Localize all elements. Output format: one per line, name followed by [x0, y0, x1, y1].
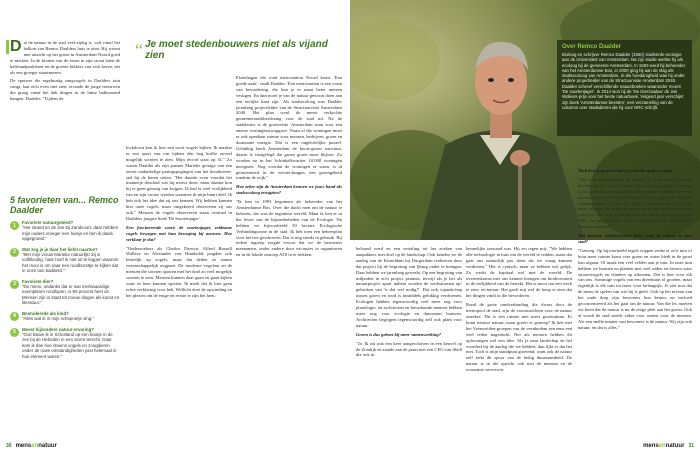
- favorite-number-badge: 4: [10, 312, 19, 321]
- drop-cap: D: [10, 40, 22, 55]
- pull-quote-text: Je moet stedenbouwers niet als vijand zien: [145, 39, 328, 61]
- article-paragraph: "Ja. Ik zat ook een keer aangeschoven in een keuvel op de Zondijk en zaaide aan de praat met een CEO van Shell die ook in: [356, 340, 462, 358]
- interview-question: Groen is dus geboet bij meer samenwerking?: [356, 331, 441, 337]
- article-column-5: [466, 246, 572, 376]
- bio-box: [557, 40, 692, 136]
- intro-paragraph-2: De sperwer die regelmatig zangvogels in Daalders tuin vangt, laat zich even niet zien, ervaade de jonge meeuwen die graag vanaf het dak dingen in de Ianse balkonrand hangen. Daalder: "Tijdens de: [10, 78, 120, 102]
- interview-question: Een fascinerende soort: de soortenjager, zeldzame vogels bewegen met hun beweging bij mensen. Hoe verklaar je dat?: [126, 224, 232, 242]
- interview-question: Toch ben je gewoon met je werk als stads-ecoloog: [578, 168, 672, 173]
- magazine-logo: mensennatuur: [15, 443, 57, 449]
- favorite-answer: "De mens, ondanks dat er wat merkwaardige exemplaren rondlopen, is 90 procent heel ok. Mensen zijn in staat tot mooie dingen als kunst en literatuur.": [22, 284, 120, 306]
- article-paragraph: "Genoeg. Op bijvoorbeeld tegels wippen zodat er zo'n tuin of bout meer ruimte komt voor groen en water biedt in de groei kan afgaan. Of maak een veel velden aan je tuin. In onze tuin hebben we bramen en planten met veel zaden en bessen waar stroomvogels en vlinders op afkomen. Dat is hier voor elk van ons. Sommige vogels van een dierentuin of groeten, maar eigenlijk is elk tuin tot meer voor belangrijk. Je ziet nou dat de mens de spelen van wie hij is geeft. Ook op het niveau van het oude dorp zijn bewoners hun kennis en invloed geconcentreerd als het gaat om de natuur. Van die les moeten we leren dat de natuur is nu de enige plek aan het groen. Ook al wordt de stad steeds vaker voor stenen voor de mensen. Als een snelle manier van bewoners is de natuur. Wij zijn ook natuur, en dat is alles.": [578, 247, 692, 330]
- favorites-title: 5 favorieten van... Remco Daalder: [10, 195, 119, 215]
- article-paragraph: Rond de grote randverbinding die dwars door de metropool de stad, zijn de vooruitzichten voor de natuur onzeker. 'Dit is een ruimte met meer groeiruimte. Er komt nieuwe natuur, maar groeit er genoeg? Ik heb met het Veenweiden-groepen van de veenbodem een eens een veel reden nagedacht. Net als mensen hebben dit oplossingen wel een idee. Als je naar landschap en het voordeel bij de aanleg die we hebben, dan lijkt er dat het niet. Toch is mijn standpunt groeiend, want ook de natuur zelf trekt dit spoor van de heilig duurzaamheid. De natuur is in die opzicht ook met de mensen en de economie verweven.: [466, 302, 572, 373]
- article-column-6: [578, 168, 692, 334]
- pull-quote: [135, 38, 345, 62]
- left-footer: [6, 443, 57, 449]
- article-paragraph: "Het is de mooiste baan ter wereld, ik denk zo'n zelfs voor betalen om dat werk te doen. Maar op een gegeven moment is het goed om als oude, witte man plaats te maken voor een nieuwe generatie. Ik hoorde mezelf vaker zeggen 'in de jaren negentig deden we dat zo.' Dat is een teken dat je je plek moet afstaan. Ik wilde ik graag meer tijd hebben voor het schrijven van mijn columns voor de Amsterdam-bijlage van NRC en mijn boeken. Het is heerlijk om de hele dag te kunnen schrijven.": [578, 176, 692, 230]
- favorite-question: Wat zeg je je daar het liefst naartoe?: [22, 246, 98, 252]
- favorite-number-badge: 5: [10, 328, 19, 337]
- right-page: [350, 0, 700, 453]
- article-paragraph: beloond werd en een vertaling tot het zoeken van aanpakken, met doel op de landschap. Ook kenden we de aanleg van de Kinseldam bij Durgerdam realiseren door dat project bij de begroting van Ijburg onder te brengen. Daar hebben we jarenlang gewerkt. Op een begroting van miljarden in zo'n project peanuts, terwijl als je het als natuurproject apart indient worden de werkstromen op-gebroken van 'is dat wel nodig?'. Dat ook vijandschap tussen groen en rood is inmiddels gelukkig verdwenen. Ecologen hebben tegenwoordig veel meer oog voor planologie, en architecten en bouwkunde mensen hebben meer oog voor ecologie en duurzaam bouwen. Architecten begrijpen tegenwoordig zelf ook plant voor natuur.: [356, 246, 462, 328]
- page-number: 30: [6, 443, 12, 449]
- favorite-item: [10, 311, 120, 322]
- favorite-item: [10, 220, 120, 242]
- bio-text: Bioloog en schrijver Remco Daalder (1960) studeerde ecologie aan de Universiteit van Amsterdam. Na zijn studie werkte hij als ecoloog bij de gemeente Amsterdam. In 1993 werd hij beheerder van het Amsterdamse Bos, in 2000 ging hij aan de slag als stadsecoloog van Amsterdam. In die hoedanigheid was hij onder andere projectleider van de Structuurvisie Amsterdam 2040. Daalder schreef verschillende natuurboeken waaronder recent 'De soortenjager'. In 2014 won hij de 'De Gierzwaluw' de Jan Wolkers-prijs voor het beste natuurboek. Volgend jaar verschijnt zijn boek 'Amsterdamse beesten', een verzameling van de columns over stadsdieren die hij voor NRC schrijft.: [562, 52, 686, 110]
- quote-mark-icon: “: [135, 40, 143, 60]
- favorite-question: Meest bijzondere natuur-ervaring?: [22, 326, 94, 332]
- article-paragraph: lockdown kon ik hier een soort vogels kijken. Ik maakte er een sport van om tijdens één hog koffie zoveel mogelijk soorten te zien. Mijn record staat op 31." Zo waren Daalder als zijn partner Marieke getuige van een eerste ondankelige paringspogingen van het houtduiven-stel bij de buren reiten. "Het duurde even voordat het mannetje doorhad wat hij moest doen, maar daarna kon hij er geen genoeg van krijgen. Ik had er veel vrolijkheid van en zijn vrouw werden waarmee ik mijn buurt deel. Ik heb ook het idee dat zij ons kennen. Wij hebben kunnen hier onze vogels, maar omgekeerd observeren zij ons ook." Mensen de vogels observeren staan centraal in Daalders jongste boek 'De Soortenjager'.: [126, 145, 232, 221]
- favorite-number-badge: 1: [10, 221, 19, 230]
- intro-paragraph-1: Dat de natuur in de stad veel-zijdig is, valt vanaf het balkon van Remco Daalders huis te zien. Hij woont met uitzicht op het groen in Amsterdam-Noord goed te merken. In de kronen van de essen in zijn straat laten de halsbandparkieten en de groene kikkers van zich horen, net als een groepje staartmezen.: [10, 40, 120, 75]
- favorite-item: [10, 279, 120, 306]
- favorite-number-badge: 3: [10, 280, 19, 289]
- article-paragraph: "Ik ben in 1993 begonnen als beheerder van het Amsterdamse Bos. Over die dacht men om de natuur te beheren, dat was de ingenieur wereld. Maar ik ben er in het leven van de bijzonderheden van de Ecologie. Nu hebben we bijvoorbeeld 50 hectare Ecologische Verbindingszone in de stad. Ik heb toen een beheerplan voor het bos geschreven. Dat is nog steeds in gebruik. Bij iedere ingreep zorgde ervoor dat we de bewoners meenamen, onder andere door excursies te organiseren en in de lokale omroep ATS in te trekken.: [236, 199, 342, 258]
- favorite-question: Favoriete dier?: [22, 278, 54, 284]
- intro-column: [10, 40, 120, 105]
- favorite-question: Favoriete natuurgebied?: [22, 220, 74, 225]
- interview-question: Hoe zeker zijn de Amsterdam kennen we jouw hand als stadsecoloog terugzien?: [236, 184, 342, 196]
- favorite-answer: "Met mijn vrouw Marieke natuurlijk! Zij is vollbloodig, haar hoef ik niet uit te leggen waarom het mooi is om naar een roodborsttje te kijken dat in onze tuin badderd.": [22, 252, 119, 274]
- favorite-answer: "Alles wat ik in mijn schepnetje ving.": [22, 316, 94, 322]
- favorite-question: Bestudeerde als kind?: [22, 310, 69, 316]
- article-paragraph: Elzenhagen die rond metrostation Noord komt. 'Een goede zaak', vindt Daalder. 'Een metrostation is een vorm van bevordering, die kun je er maar beter meteen vestigen. En dan moet je van de natuur gewoon doen aan een eerlijke kant zijn.' Als stadsecoloog was Daalder jarenlang projectleider van de Structuurvisie Amsterdam 2040. Het plan werd de meest verkochte gemeenteraadsbeslissing voor de stad uit. Na de stadsbouw is de groenvisie 'Amsterdam staat voor een eneroe woningbouwopgave. Naast al die woningen moet er ook openbaar ruimte voor mensen, bedrijven, groen en duurzame energie. Dat is een ongelofelijke puzzel. Gelukkig heeft Amsterdam de boots-groen structuur, daarin is vastgelegd dat groen groen moet blijven. Zo worden nu in het Schinkelkwartier 10.000 woningen neergezet. Nog voordat de woningen er staan, is al geïnvesteerd in de verster-kingen, een groengebied rondom de wijk.": [236, 75, 342, 181]
- magazine-logo: mensennatuur: [643, 443, 685, 449]
- favorite-item: [10, 247, 120, 274]
- favorites-box: [10, 195, 120, 364]
- bio-title: Over Remco Daalder: [562, 44, 622, 50]
- article-column-2: [126, 145, 232, 302]
- article-column-4: [356, 246, 462, 361]
- article-column-3: [236, 75, 342, 261]
- favorite-answer: "Het strand en de zee bij Zandvoort, daar hebben mijn ouders vroeger een huisje en ben ik daals opgegroeid.": [22, 225, 119, 242]
- favorite-item: [10, 327, 120, 359]
- article-paragraph: "Onderzoekers als Charles Darwin, Alfred Russell Wallace en Alexander von Humboldt jaagden ook letterlijk op vogels, maar dat deden ze vanuit wetenschappelijk oogpunt. De moderne vogelaar en de mensen die soorten spotten met het doel zo veel mogelijk soorten te zien. Mensen kunnen daar gaan en gaan kijken waar ze hem kunnen spotten. Ik merk dat ik hier geen echte verklaring voor heb. Wellicht doet de opwinding en het plezier om de enige en eerste te zijn het hem.: [126, 245, 232, 298]
- article-paragraph: kennelijke toestand was. Hij zei tegen mij: "We hebben alle technologie in huis om de wereld te redden, maar dat gaat ons natuurlijk pas doen als we vraag kunnen verdienen." Het is cynisch, maar ze hebben wel gelijk. Zo werkt de kapitaal wel met de wereld. De overeenkomst met ons kennen brengen om biodiversiteit in de eerlijkheid van de betrekt. Het is mooi om een werk te zien, en natuur. Het geeft mij wel de hoop te zien dat het dingen vindt in die bevorderen.: [466, 246, 572, 299]
- favorite-number-badge: 2: [10, 248, 19, 257]
- right-footer: [643, 443, 694, 449]
- interview-question: Wat kunnen stadsbewoners doen voor de natuur in hun stad?: [578, 233, 692, 244]
- page-number: 31: [688, 443, 694, 449]
- favorite-answer: "Ooit kwam ik in Schotland op een bootje in de zee bij de Hebriden in een storm terecht. Daar kom ik dan hoe ritsiens vogels en zoogdieren onder de ruwe omstandigheden juist helemaal in hun element waren.": [22, 331, 117, 359]
- accent-bar: [6, 40, 9, 54]
